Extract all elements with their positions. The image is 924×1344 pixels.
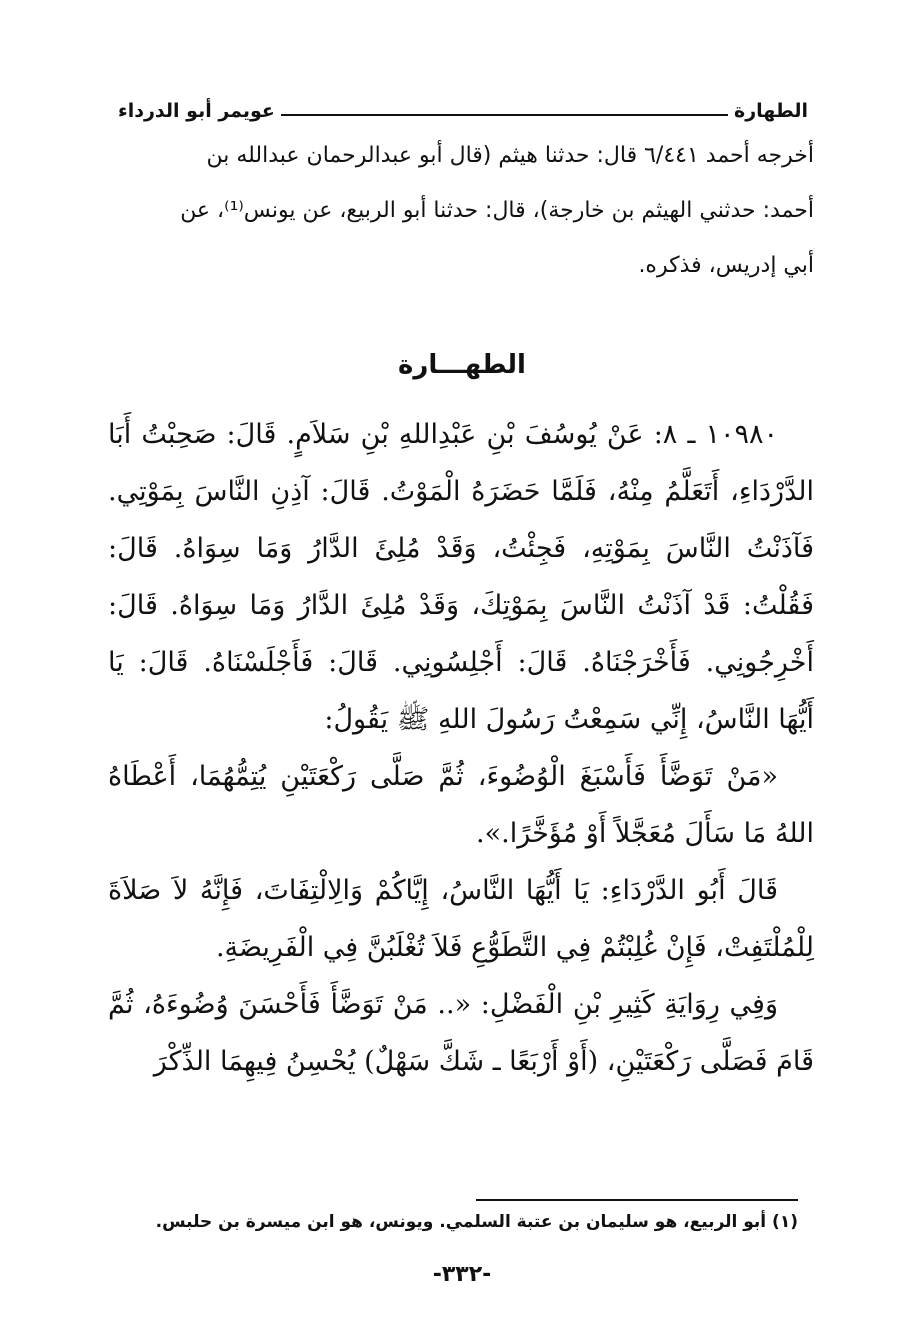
footnote: (١) أبو الربيع، هو سليمان بن عتبة السلمي. ويونس، هو ابن ميسرة بن حلبس. — [155, 1212, 798, 1232]
hadith-body — [108, 406, 814, 1090]
hadith-quote: «مَنْ تَوَضَّأَ فَأَسْبَغَ الْوُضُوءَ، ثُمَّ صَلَّى رَكْعَتَيْنِ يُتِمُّهُمَا، أَعْطَاهُ اللهُ مَا سَأَلَ مُعَجَّلاً أَوْ مُؤَخَّرًا.». — [108, 761, 814, 849]
header-author: عويمر أبو الدرداء — [118, 100, 275, 122]
citation-line: أحمد: حدثني الهيثم بن خارجة)، قال: حدثنا أبو الربيع، عن يونس⁽¹⁾، عن — [180, 198, 814, 223]
citation-line: أخرجه أحمد ٦/٤٤١ قال: حدثنا هيثم (قال أبو عبدالرحمان عبدالله بن — [206, 143, 814, 168]
page-number: -٣٣٢- — [432, 1262, 492, 1287]
header-section-title: الطهارة — [734, 100, 808, 122]
footnote-divider — [476, 1199, 798, 1201]
hadith-paragraph: ١٠٩٨٠ ـ ٨: عَنْ يُوسُفَ بْنِ عَبْدِاللهِ بْنِ سَلاَمٍ. قَالَ: صَحِبْتُ أَبَا الدَّرْدَاءِ، أَتَعَلَّمُ مِنْهُ، فَلَمَّا حَضَرَهُ الْمَوْتُ. قَالَ: آذِنِ النَّاسَ بِمَوْتِي. فَآذَنْتُ النَّاسَ بِمَوْتِهِ، فَجِئْتُ، وَقَدْ مُلِئَ الدَّارُ وَمَا سِوَاهُ. قَالَ: فَقُلْتُ: قَدْ آذَنْتُ النَّاسَ بِمَوْتِكَ، وَقَدْ مُلِئَ الدَّارُ وَمَا سِوَاهُ. قَالَ: أَخْرِجُونِي. فَأَخْرَجْنَاهُ. قَالَ: أَجْلِسُونِي. قَالَ: فَأَجْلَسْنَاهُ. قَالَ: يَا أَيُّهَا النَّاسُ، إِنِّي سَمِعْتُ رَسُولَ اللهِ ﷺ يَقُولُ: — [108, 419, 814, 735]
section-heading: الطهـــارة — [398, 350, 526, 380]
running-header — [118, 88, 808, 122]
source-citation — [108, 128, 814, 293]
header-rule — [281, 114, 728, 116]
hadith-paragraph: وَفِي رِوَايَةِ كَثِيرِ بْنِ الْفَضْلِ: «.. مَنْ تَوَضَّأَ فَأَحْسَنَ وُضُوءَهُ، ثُمَّ قَامَ فَصَلَّى رَكْعَتَيْنِ، (أَوْ أَرْبَعًا ـ شَكَّ سَهْلٌ) يُحْسِنُ فِيهِمَا الذِّكْرَ — [108, 989, 814, 1077]
hadith-paragraph: قَالَ أَبُو الدَّرْدَاءِ: يَا أَيُّهَا النَّاسُ، إِيَّاكُمْ وَالِالْتِفَاتَ، فَإِنَّهُ لاَ صَلاَةَ لِلْمُلْتَفِتْ، فَإِنْ غُلِبْتُمْ فِي التَّطَوُّعِ فَلاَ تُغْلَبُنَّ فِي الْفَرِيضَةِ. — [108, 875, 814, 963]
citation-line: أبي إدريس، فذكره. — [638, 253, 814, 278]
